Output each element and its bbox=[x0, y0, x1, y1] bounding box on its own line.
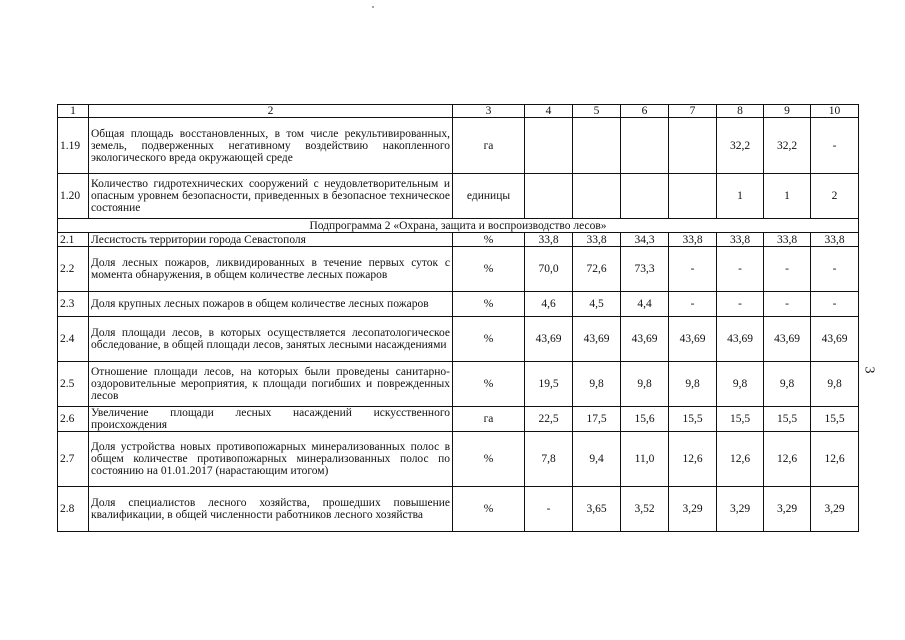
indicator-name: Лесистость территории города Севастополя bbox=[89, 233, 453, 247]
header-cell: 2 bbox=[89, 105, 453, 118]
value-cell: 22,5 bbox=[525, 407, 573, 432]
indicator-name: Доля крупных лесных пожаров в общем количестве лесных пожаров bbox=[89, 292, 453, 317]
value-cell: 73,3 bbox=[621, 247, 669, 292]
value-cell bbox=[573, 174, 621, 219]
value-cell: 43,69 bbox=[573, 317, 621, 362]
value-cell: 43,69 bbox=[669, 317, 717, 362]
header-row bbox=[58, 105, 859, 118]
table-row bbox=[58, 247, 859, 292]
value-cell bbox=[525, 174, 573, 219]
value-cell: 43,69 bbox=[717, 317, 764, 362]
value-cell: 15,5 bbox=[669, 407, 717, 432]
value-cell: 43,69 bbox=[525, 317, 573, 362]
indicator-name: Количество гидротехнических сооружений с неудовлетворительным и опасным уровнем безопасности, приведенных в безопасное техническое состояние bbox=[89, 174, 453, 219]
value-cell: 33,8 bbox=[717, 233, 764, 247]
table-row bbox=[58, 407, 859, 432]
scan-speck bbox=[372, 6, 374, 8]
value-cell: 72,6 bbox=[573, 247, 621, 292]
value-cell: 15,5 bbox=[764, 407, 811, 432]
value-cell: 9,8 bbox=[764, 362, 811, 407]
value-cell bbox=[621, 174, 669, 219]
unit-cell: % bbox=[453, 292, 525, 317]
value-cell: 9,8 bbox=[669, 362, 717, 407]
indicator-name: Доля устройства новых противопожарных минерализованных полос в общем количестве противопожарных минерализованных полос по состоянию на 01.01.2017 (нарастающим итогом) bbox=[89, 432, 453, 487]
value-cell: 9,8 bbox=[621, 362, 669, 407]
unit-cell: га bbox=[453, 407, 525, 432]
header-cell: 3 bbox=[453, 105, 525, 118]
value-cell: 17,5 bbox=[573, 407, 621, 432]
row-number: 2.4 bbox=[58, 317, 89, 362]
header-cell: 7 bbox=[669, 105, 717, 118]
value-cell: 33,8 bbox=[764, 233, 811, 247]
value-cell: 43,69 bbox=[811, 317, 859, 362]
row-number: 2.6 bbox=[58, 407, 89, 432]
value-cell: - bbox=[525, 487, 573, 532]
row-number: 2.2 bbox=[58, 247, 89, 292]
value-cell: 3,52 bbox=[621, 487, 669, 532]
value-cell: 9,8 bbox=[717, 362, 764, 407]
row-number: 2.5 bbox=[58, 362, 89, 407]
value-cell: 32,2 bbox=[717, 118, 764, 174]
value-cell: 3,29 bbox=[669, 487, 717, 532]
value-cell: 4,4 bbox=[621, 292, 669, 317]
indicator-name: Доля площади лесов, в которых осуществляется лесопатологическое обследование, в общей площади лесов, занятых лесными насаждениями bbox=[89, 317, 453, 362]
value-cell: 7,8 bbox=[525, 432, 573, 487]
indicator-name: Увеличение площади лесных насаждений искусственного происхождения bbox=[89, 407, 453, 432]
value-cell: 33,8 bbox=[573, 233, 621, 247]
value-cell bbox=[669, 174, 717, 219]
header-cell: 1 bbox=[58, 105, 89, 118]
value-cell: 19,5 bbox=[525, 362, 573, 407]
value-cell: 15,5 bbox=[717, 407, 764, 432]
value-cell: 11,0 bbox=[621, 432, 669, 487]
header-cell: 10 bbox=[811, 105, 859, 118]
row-number: 1.20 bbox=[58, 174, 89, 219]
unit-cell: % bbox=[453, 317, 525, 362]
value-cell: 9,8 bbox=[573, 362, 621, 407]
value-cell: 34,3 bbox=[621, 233, 669, 247]
unit-cell: % bbox=[453, 432, 525, 487]
table-row bbox=[58, 432, 859, 487]
value-cell: 12,6 bbox=[717, 432, 764, 487]
row-number: 1.19 bbox=[58, 118, 89, 174]
value-cell: 2 bbox=[811, 174, 859, 219]
unit-cell: % bbox=[453, 247, 525, 292]
unit-cell: % bbox=[453, 233, 525, 247]
value-cell: 3,29 bbox=[764, 487, 811, 532]
value-cell: - bbox=[811, 292, 859, 317]
indicator-name: Общая площадь восстановленных, в том числе рекультивированных, земель, подверженных негативному воздействию накопленного экологического вреда окружающей среде bbox=[89, 118, 453, 174]
header-cell: 4 bbox=[525, 105, 573, 118]
value-cell: 1 bbox=[717, 174, 764, 219]
value-cell: 43,69 bbox=[764, 317, 811, 362]
table-row bbox=[58, 118, 859, 174]
value-cell: 33,8 bbox=[811, 233, 859, 247]
value-cell: - bbox=[717, 247, 764, 292]
table-row bbox=[58, 292, 859, 317]
subprogram-row bbox=[58, 219, 859, 233]
value-cell: 9,4 bbox=[573, 432, 621, 487]
row-number: 2.1 bbox=[58, 233, 89, 247]
value-cell: 15,6 bbox=[621, 407, 669, 432]
value-cell: - bbox=[811, 247, 859, 292]
value-cell: 70,0 bbox=[525, 247, 573, 292]
unit-cell: % bbox=[453, 487, 525, 532]
indicator-name: Доля специалистов лесного хозяйства, прошедших повышение квалификации, в общей численности работников лесного хозяйства bbox=[89, 487, 453, 532]
value-cell: 4,6 bbox=[525, 292, 573, 317]
value-cell: 9,8 bbox=[811, 362, 859, 407]
value-cell: 3,29 bbox=[717, 487, 764, 532]
table-row bbox=[58, 233, 859, 247]
value-cell: 43,69 bbox=[621, 317, 669, 362]
value-cell bbox=[525, 118, 573, 174]
unit-cell: га bbox=[453, 118, 525, 174]
value-cell: - bbox=[811, 118, 859, 174]
value-cell: 1 bbox=[764, 174, 811, 219]
indicator-name: Доля лесных пожаров, ликвидированных в течение первых суток с момента обнаружения, в общем количестве лесных пожаров bbox=[89, 247, 453, 292]
value-cell: - bbox=[669, 292, 717, 317]
row-number: 2.8 bbox=[58, 487, 89, 532]
value-cell: 15,5 bbox=[811, 407, 859, 432]
subprogram-title: Подпрограмма 2 «Охрана, защита и воспроизводство лесов» bbox=[58, 219, 859, 233]
table-row bbox=[58, 362, 859, 407]
value-cell: 12,6 bbox=[764, 432, 811, 487]
row-number: 2.3 bbox=[58, 292, 89, 317]
header-cell: 8 bbox=[717, 105, 764, 118]
value-cell: 33,8 bbox=[525, 233, 573, 247]
header-cell: 6 bbox=[621, 105, 669, 118]
value-cell bbox=[621, 118, 669, 174]
value-cell: 4,5 bbox=[573, 292, 621, 317]
value-cell: 3,29 bbox=[811, 487, 859, 532]
value-cell: - bbox=[764, 247, 811, 292]
indicators-table bbox=[57, 104, 859, 532]
unit-cell: единицы bbox=[453, 174, 525, 219]
value-cell: - bbox=[764, 292, 811, 317]
value-cell: 3,65 bbox=[573, 487, 621, 532]
table-row bbox=[58, 317, 859, 362]
value-cell: - bbox=[669, 247, 717, 292]
header-cell: 9 bbox=[764, 105, 811, 118]
value-cell: 33,8 bbox=[669, 233, 717, 247]
value-cell bbox=[573, 118, 621, 174]
value-cell: 12,6 bbox=[669, 432, 717, 487]
value-cell: 32,2 bbox=[764, 118, 811, 174]
table-row bbox=[58, 174, 859, 219]
value-cell bbox=[669, 118, 717, 174]
value-cell: 12,6 bbox=[811, 432, 859, 487]
page-number: 3 bbox=[861, 366, 877, 374]
table-row bbox=[58, 487, 859, 532]
header-cell: 5 bbox=[573, 105, 621, 118]
row-number: 2.7 bbox=[58, 432, 89, 487]
indicator-name: Отношение площади лесов, на которых были проведены санитарно-оздоровительные мероприятия, к площади погибших и поврежденных лесов bbox=[89, 362, 453, 407]
value-cell: - bbox=[717, 292, 764, 317]
unit-cell: % bbox=[453, 362, 525, 407]
